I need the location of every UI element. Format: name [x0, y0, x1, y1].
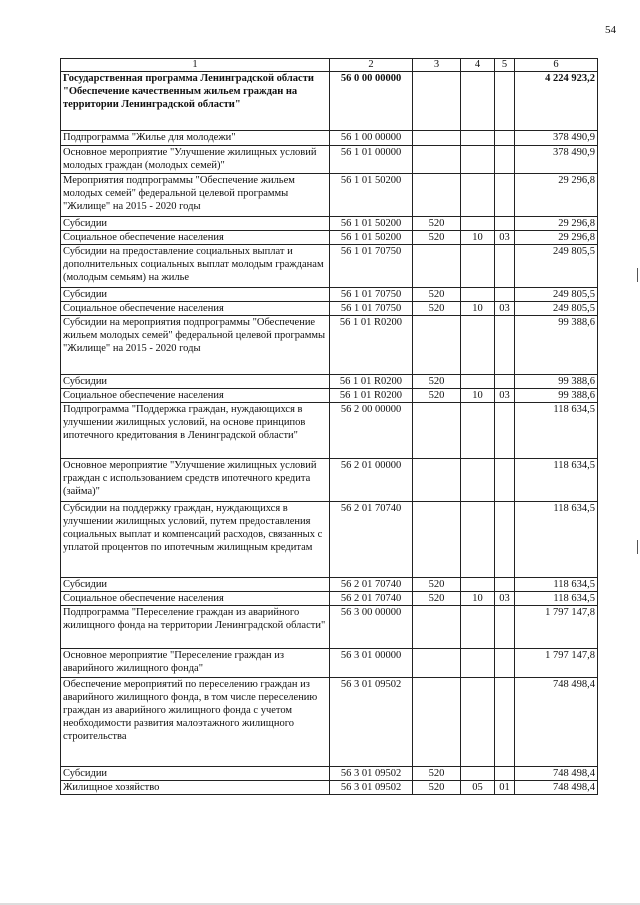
row-pr: 03 [495, 592, 515, 606]
row-pr [495, 767, 515, 781]
table-row [61, 649, 598, 678]
row-amount: 118 634,5 [515, 592, 598, 606]
header-col-5: 5 [495, 59, 515, 72]
row-amount: 118 634,5 [515, 502, 598, 578]
row-rz [461, 459, 495, 502]
row-vr: 520 [413, 217, 461, 231]
row-pr [495, 375, 515, 389]
row-rz [461, 578, 495, 592]
row-rz [461, 288, 495, 302]
row-pr [495, 245, 515, 288]
row-name: Жилищное хозяйство [61, 781, 330, 795]
row-rz: 10 [461, 389, 495, 403]
row-amount: 99 388,6 [515, 389, 598, 403]
row-vr [413, 678, 461, 767]
row-pr: 01 [495, 781, 515, 795]
row-rz [461, 403, 495, 459]
row-code: 56 3 01 09502 [330, 767, 413, 781]
table-row [61, 375, 598, 389]
row-rz [461, 146, 495, 174]
row-code: 56 1 00 00000 [330, 131, 413, 146]
scan-edge-mark [637, 268, 638, 282]
row-name: Подпрограмма "Поддержка граждан, нуждающихся в улучшении жилищных условий, на основе принципов ипотечного кредитования в Ленинградской области" [61, 403, 330, 459]
row-name: Государственная программа Ленинградской области "Обеспечение качественным жильем граждан на территории Ленинградской области" [61, 72, 330, 131]
row-amount: 748 498,4 [515, 781, 598, 795]
row-pr [495, 403, 515, 459]
row-code: 56 3 01 00000 [330, 649, 413, 678]
table-row [61, 767, 598, 781]
row-name: Основное мероприятие "Переселение граждан из аварийного жилищного фонда" [61, 649, 330, 678]
row-rz [461, 502, 495, 578]
row-vr: 520 [413, 781, 461, 795]
table-row [61, 288, 598, 302]
table-row [61, 606, 598, 649]
table-row [61, 146, 598, 174]
row-vr [413, 174, 461, 217]
row-code: 56 2 01 00000 [330, 459, 413, 502]
scan-edge-mark [637, 540, 638, 554]
table-row [61, 131, 598, 146]
row-code: 56 2 01 70740 [330, 592, 413, 606]
row-name: Субсидии на мероприятия подпрограммы "Обеспечение жильем молодых семей" федеральной целевой программы "Жилище" на 2015 - 2020 годы [61, 316, 330, 375]
row-pr [495, 502, 515, 578]
row-rz [461, 174, 495, 217]
row-amount: 249 805,5 [515, 245, 598, 288]
row-vr [413, 72, 461, 131]
row-vr: 520 [413, 302, 461, 316]
row-code: 56 2 00 00000 [330, 403, 413, 459]
row-code: 56 1 01 70750 [330, 288, 413, 302]
row-name: Социальное обеспечение населения [61, 592, 330, 606]
row-pr [495, 217, 515, 231]
row-vr [413, 606, 461, 649]
row-pr [495, 459, 515, 502]
row-rz: 10 [461, 592, 495, 606]
row-amount: 29 296,8 [515, 174, 598, 217]
row-pr [495, 316, 515, 375]
row-rz: 10 [461, 302, 495, 316]
row-amount: 1 797 147,8 [515, 606, 598, 649]
row-name: Субсидии на поддержку граждан, нуждающихся в улучшении жилищных условий, путем предоставления социальных выплат и компенсаций расходов, связанных с уплатой процентов по ипотечным жилищным кредитам [61, 502, 330, 578]
row-vr [413, 146, 461, 174]
row-name: Субсидии [61, 578, 330, 592]
row-name: Субсидии [61, 767, 330, 781]
row-amount: 118 634,5 [515, 403, 598, 459]
row-pr [495, 174, 515, 217]
row-pr [495, 578, 515, 592]
row-rz [461, 72, 495, 131]
row-vr: 520 [413, 578, 461, 592]
row-rz [461, 375, 495, 389]
row-rz [461, 649, 495, 678]
table-row [61, 459, 598, 502]
table-row [61, 231, 598, 245]
row-code: 56 3 01 09502 [330, 678, 413, 767]
header-col-6: 6 [515, 59, 598, 72]
row-vr [413, 649, 461, 678]
row-name: Основное мероприятие "Улучшение жилищных условий граждан с использованием средств ипотечного кредита (займа)" [61, 459, 330, 502]
row-rz [461, 245, 495, 288]
header-col-3: 3 [413, 59, 461, 72]
row-amount: 29 296,8 [515, 217, 598, 231]
row-name: Социальное обеспечение населения [61, 231, 330, 245]
table-row [61, 592, 598, 606]
row-amount: 1 797 147,8 [515, 649, 598, 678]
row-vr: 520 [413, 288, 461, 302]
row-pr: 03 [495, 302, 515, 316]
row-rz [461, 131, 495, 146]
header-row [61, 59, 598, 72]
row-amount: 99 388,6 [515, 375, 598, 389]
row-name: Социальное обеспечение населения [61, 389, 330, 403]
row-name: Обеспечение мероприятий по переселению граждан из аварийного жилищного фонда, в том числе переселению граждан из аварийного жилищного фонда с учетом необходимости развития малоэтажного жилищного строительства [61, 678, 330, 767]
header-col-2: 2 [330, 59, 413, 72]
row-vr [413, 502, 461, 578]
row-rz: 10 [461, 231, 495, 245]
row-amount: 29 296,8 [515, 231, 598, 245]
page-number: 54 [605, 24, 616, 36]
header-col-4: 4 [461, 59, 495, 72]
row-rz [461, 606, 495, 649]
row-vr: 520 [413, 767, 461, 781]
table-row [61, 502, 598, 578]
row-code: 56 1 01 R0200 [330, 316, 413, 375]
row-code: 56 0 00 00000 [330, 72, 413, 131]
table-row [61, 302, 598, 316]
row-code: 56 1 01 00000 [330, 146, 413, 174]
row-code: 56 1 01 R0200 [330, 375, 413, 389]
row-pr: 03 [495, 389, 515, 403]
table-row [61, 174, 598, 217]
row-amount: 249 805,5 [515, 288, 598, 302]
row-pr [495, 131, 515, 146]
table-row [61, 316, 598, 375]
row-vr [413, 245, 461, 288]
row-vr [413, 403, 461, 459]
row-rz: 05 [461, 781, 495, 795]
row-rz [461, 678, 495, 767]
row-vr: 520 [413, 375, 461, 389]
row-name: Субсидии [61, 288, 330, 302]
row-rz [461, 217, 495, 231]
row-name: Субсидии [61, 217, 330, 231]
table-row [61, 403, 598, 459]
row-rz [461, 316, 495, 375]
row-vr: 520 [413, 231, 461, 245]
row-vr [413, 131, 461, 146]
row-name: Субсидии на предоставление социальных выплат и дополнительных социальных выплат молодым гражданам (молодым семьям) на жилье [61, 245, 330, 288]
row-vr [413, 459, 461, 502]
row-vr: 520 [413, 389, 461, 403]
row-code: 56 2 01 70740 [330, 578, 413, 592]
table-row [61, 781, 598, 795]
row-code: 56 2 01 70740 [330, 502, 413, 578]
row-code: 56 1 01 50200 [330, 217, 413, 231]
row-code: 56 1 01 50200 [330, 174, 413, 217]
header-col-1: 1 [61, 59, 330, 72]
row-amount: 118 634,5 [515, 578, 598, 592]
row-pr [495, 72, 515, 131]
row-name: Подпрограмма "Жилье для молодежи" [61, 131, 330, 146]
row-vr: 520 [413, 592, 461, 606]
row-name: Подпрограмма "Переселение граждан из аварийного жилищного фонда на территории Ленинградской области" [61, 606, 330, 649]
row-code: 56 3 01 09502 [330, 781, 413, 795]
table-row [61, 678, 598, 767]
row-vr [413, 316, 461, 375]
row-pr [495, 288, 515, 302]
row-amount: 378 490,9 [515, 131, 598, 146]
row-name: Субсидии [61, 375, 330, 389]
row-amount: 249 805,5 [515, 302, 598, 316]
table-row [61, 578, 598, 592]
budget-table [60, 58, 598, 795]
row-pr [495, 146, 515, 174]
row-amount: 378 490,9 [515, 146, 598, 174]
row-rz [461, 767, 495, 781]
row-name: Мероприятия подпрограммы "Обеспечение жильем молодых семей" федеральной целевой программы "Жилище" на 2015 - 2020 годы [61, 174, 330, 217]
table-row [61, 217, 598, 231]
row-name: Социальное обеспечение населения [61, 302, 330, 316]
row-code: 56 1 01 70750 [330, 245, 413, 288]
row-pr [495, 649, 515, 678]
row-name: Основное мероприятие "Улучшение жилищных условий молодых граждан (молодых семей)" [61, 146, 330, 174]
row-code: 56 1 01 50200 [330, 231, 413, 245]
row-amount: 748 498,4 [515, 767, 598, 781]
table-row [61, 245, 598, 288]
table-row [61, 389, 598, 403]
row-pr: 03 [495, 231, 515, 245]
row-amount: 748 498,4 [515, 678, 598, 767]
row-amount: 118 634,5 [515, 459, 598, 502]
row-code: 56 1 01 R0200 [330, 389, 413, 403]
row-amount: 4 224 923,2 [515, 72, 598, 131]
row-code: 56 3 00 00000 [330, 606, 413, 649]
row-amount: 99 388,6 [515, 316, 598, 375]
table-row [61, 72, 598, 131]
row-pr [495, 678, 515, 767]
row-code: 56 1 01 70750 [330, 302, 413, 316]
row-pr [495, 606, 515, 649]
